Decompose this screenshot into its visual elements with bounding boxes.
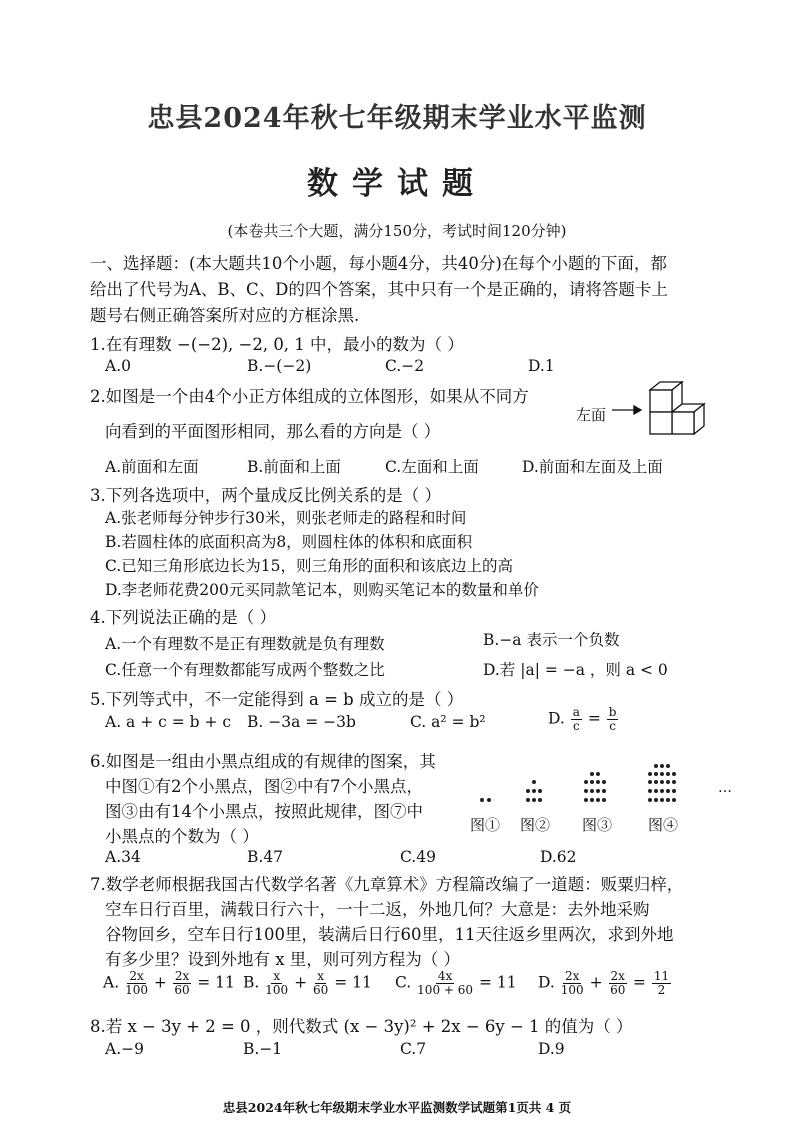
q4-option-c: C.任意一个有理数都能写成两个整数之比 (105, 661, 385, 679)
q2-option-a: A.前面和左面 (105, 458, 199, 476)
q7-option-b: B. $\frac{x}{100}$ + $\frac{x}{60}$ = 11 (243, 969, 372, 997)
q6-fig-label-1: 图① (470, 816, 501, 834)
q6-fig-label-2: 图② (520, 816, 551, 834)
section1-intro-line3: 题号右侧正确答案所对应的方框涂黑. (90, 306, 360, 325)
q5-option-c: C. a² = b² (410, 713, 486, 731)
q6-option-d: D.62 (540, 848, 577, 866)
q7-option-d: D. $\frac{2x}{100}$ + $\frac{2x}{60}$ = $\frac{11}{2}$ (538, 969, 670, 997)
section1-intro-line1: 一、选择题：(本大题共10个小题，每小题4分，共40分)在每个小题的下面，都 (90, 254, 667, 273)
q6-fig-label-3: 图③ (582, 816, 613, 834)
page-footer: 忠县2024年秋七年级期末学业水平监测数学试题第1页共 4 页 (222, 1100, 572, 1115)
q4-option-b: B.−a 表示一个负数 (483, 631, 620, 649)
q5-stem: 5.下列等式中，不一定能得到 a = b 成立的是（ ） (90, 690, 464, 709)
q1-option-a: A.0 (105, 357, 131, 375)
q1-option-d: D.1 (528, 357, 555, 375)
q1-option-b: B.−(−2) (247, 357, 312, 375)
q2-option-c: C.左面和上面 (385, 458, 479, 476)
q8-option-a: A.−9 (105, 1040, 144, 1058)
q7-stem-line3: 谷物回乡，空车日行100里，装满后日行60里，11天往返乡里两次，求到外地 (105, 925, 674, 944)
q2-stem-line2: 向看到的平面图形相同，那么看的方向是（ ） (105, 422, 441, 441)
q3-option-c: C.已知三角形底边长为15，则三角形的面积和该底边上的高 (105, 557, 513, 575)
q6-fig-label-4: 图④ (648, 816, 679, 834)
q7-option-c: C. $\frac{4x}{100 + 60}$ = 11 (395, 969, 517, 997)
q4-option-d: D.若 |a| = −a ，则 a < 0 (483, 661, 668, 679)
q7-stem-line4: 有多少里？设到外地有 x 里，则可列方程为（ ） (105, 950, 461, 969)
subject-title: 数学试题 (307, 166, 487, 202)
q5-fraction-left: $\frac{a}{c}$ (572, 705, 580, 733)
q6-stem-line4: 小黑点的个数为（ ） (105, 827, 259, 846)
q2-option-b: B.前面和上面 (247, 458, 341, 476)
q4-option-a: A.一个有理数不是正有理数就是负有理数 (105, 635, 385, 653)
q7-option-a: A. $\frac{2x}{100}$ + $\frac{2x}{60}$ = 11 (103, 969, 235, 997)
q5-option-b: B. −3a = −3b (247, 713, 356, 731)
q5-option-a: A. a + c = b + c (105, 713, 232, 731)
section1-intro-line2: 给出了代号为A、B、C、D的四个答案，其中只有一个是正确的，请将答题卡上 (90, 280, 668, 299)
q7-stem-line2: 空车日行百里，满载日行六十，一十二返，外地几何？大意是：去外地采购 (105, 900, 650, 919)
q3-stem: 3.下列各选项中，两个量成反比例关系的是（ ） (90, 486, 441, 505)
q5-equals: = (587, 709, 601, 728)
q1-stem: 1.在有理数 −(−2), −2, 0, 1 中，最小的数为（ ） (90, 335, 464, 354)
q8-option-b: B.−1 (243, 1040, 283, 1058)
q6-stem-line1: 6.如图是一组由小黑点组成的有规律的图案，其 (90, 752, 436, 771)
q6-stem-line3: 图③由有14个小黑点，按照此规律，图⑦中 (105, 802, 423, 821)
exam-title: 忠县2024年秋七年级期末学业水平监测 (147, 103, 647, 134)
q3-option-a: A.张老师每分钟步行30米，则张老师走的路程和时间 (105, 509, 467, 527)
q7-stem-line1: 7.数学老师根据我国古代数学名著《九章算术》方程篇改编了一道题：贩粟归梓， (90, 875, 684, 894)
q6-dot-pattern-figure (470, 760, 740, 810)
q6-option-c: C.49 (400, 848, 436, 866)
q5-option-d (548, 706, 619, 733)
q6-ellipsis: … (718, 780, 732, 796)
q2-cube-figure (610, 378, 720, 444)
q4-stem: 4.下列说法正确的是（ ） (90, 608, 276, 627)
q2-fig-label: 左面 (576, 406, 607, 424)
q6-option-b: B.47 (247, 848, 284, 866)
q8-option-d: D.9 (538, 1040, 565, 1058)
q8-stem: 8.若 x − 3y + 2 = 0 ，则代数式 (x − 3y)² + 2x − 6y − 1 的值为（ ） (90, 1017, 633, 1036)
q1-option-c: C.−2 (385, 357, 425, 375)
exam-note: (本卷共三个大题，满分150分，考试时间120分钟) (227, 222, 567, 240)
q5-fraction-right: $\frac{b}{c}$ (608, 705, 617, 733)
q5-option-d-label: D. (548, 709, 565, 728)
q3-option-b: B.若圆柱体的底面积高为8，则圆柱体的体积和底面积 (105, 533, 473, 551)
q3-option-d: D.李老师花费200元买同款笔记本，则购买笔记本的数量和单价 (105, 581, 539, 599)
q6-option-a: A.34 (105, 848, 141, 866)
q6-stem-line2: 中图①有2个小黑点，图②中有7个小黑点， (105, 777, 423, 796)
q2-option-d: D.前面和左面及上面 (522, 458, 663, 476)
q8-option-c: C.7 (400, 1040, 427, 1058)
q2-stem-line1: 2.如图是一个由4个小正方体组成的立体图形，如果从不同方 (90, 387, 529, 406)
